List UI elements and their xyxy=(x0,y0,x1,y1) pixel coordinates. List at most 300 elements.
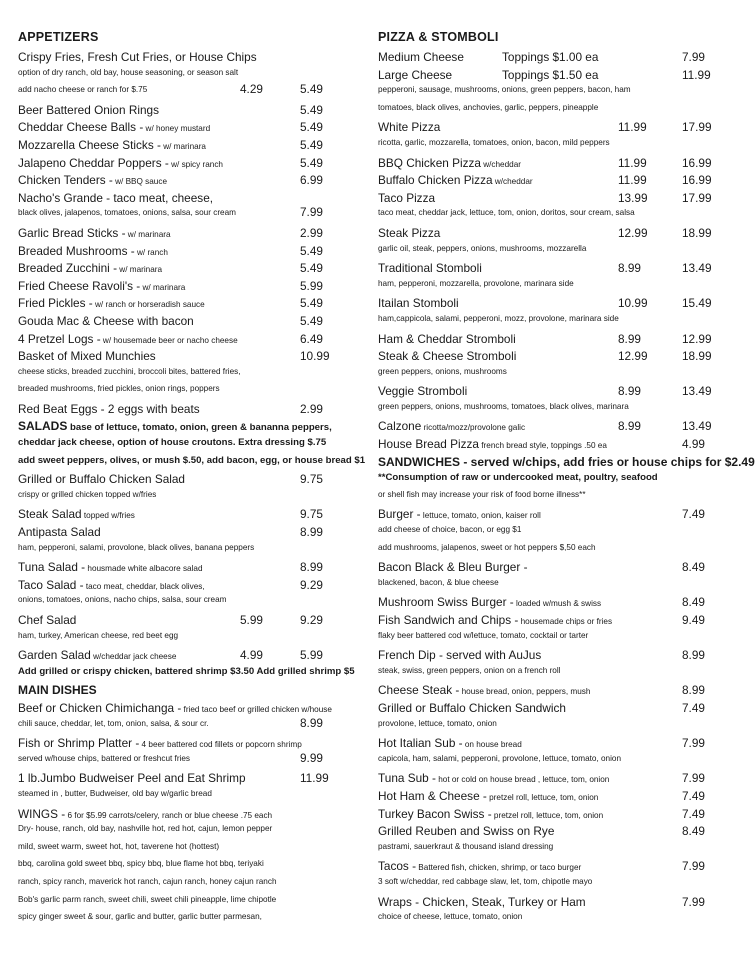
price: 7.49 xyxy=(682,700,705,715)
item-detail: pretzel roll, lettuce, tom, onion xyxy=(486,792,599,802)
item-name xyxy=(378,560,528,574)
item-name xyxy=(378,279,574,288)
item-name xyxy=(18,244,168,258)
item-detail: w/ honey mustard xyxy=(143,124,211,134)
item-description-bob-s-garlic-parm-ranch-sweet-chili-swee xyxy=(18,895,348,913)
menu-item-bacon-black-bleu-burger xyxy=(378,560,714,578)
item-name xyxy=(18,367,241,376)
item-description-green-peppers-onions-mushrooms-tomatoes- xyxy=(378,402,714,420)
item-label: Medium Cheese xyxy=(378,50,464,64)
price: 13.49 xyxy=(682,419,712,434)
item-detail: w/ marinara xyxy=(117,265,163,275)
item-name xyxy=(378,437,607,451)
item-detail: hot or cold on house bread , lettuce, tom, onion xyxy=(435,775,610,785)
menu-item-jalapeno-cheddar-poppers xyxy=(18,156,348,174)
item-name xyxy=(378,120,440,134)
menu-item-breaded-mushrooms xyxy=(18,244,348,262)
item-name xyxy=(378,384,467,398)
menu-item-basket-of-mixed-munchies xyxy=(18,349,348,367)
item-description-dry-house-ranch-old-bay-nashville-hot-re xyxy=(18,824,348,842)
item-detail: 6 for $5.99 carrots/celery, ranch or blue cheese .75 each xyxy=(65,810,273,820)
price: 18.99 xyxy=(682,349,712,364)
item-detail: ricotta/mozz/provolone galic xyxy=(421,423,526,433)
item-description-crispy-or-grilled-chicken-topped-w-fries xyxy=(18,490,348,508)
item-label: Fish or Shrimp Platter - xyxy=(18,736,140,751)
item-label: Beef or Chicken Chimichanga - xyxy=(18,700,182,715)
item-label: add nacho cheese or ranch for $.75 xyxy=(18,85,148,95)
price: 7.99 xyxy=(682,859,705,874)
price: 6.99 xyxy=(300,173,323,188)
menu-column-right xyxy=(378,30,755,930)
item-label: Bob's garlic parm ranch, sweet chili, sweet chili pineapple, lime chipotle xyxy=(18,894,277,904)
price-small: 5.99 xyxy=(240,613,263,627)
item-label: SANDWICHES - served w/chips, add fries or house chips for $2.49 xyxy=(378,454,755,469)
toppings-price: Toppings $1.00 ea xyxy=(502,50,599,64)
toppings-price: Toppings $1.50 ea xyxy=(502,67,599,82)
price: 8.49 xyxy=(682,824,705,839)
price: 5.49 xyxy=(300,155,323,170)
item-label: Hot Ham & Cheese - xyxy=(378,788,487,803)
item-label: Taco Pizza xyxy=(378,190,436,205)
item-label: bbq, carolina gold sweet bbq, spicy bbq, blue flame hot bbq, teriyaki xyxy=(18,859,264,869)
price: 9.75 xyxy=(300,507,323,522)
section-title-pizza-stomboli xyxy=(378,30,714,50)
item-name xyxy=(378,912,522,921)
price: 17.99 xyxy=(682,190,712,205)
item-label: Steak & Cheese Stromboli xyxy=(378,349,517,364)
item-label: Fried Cheese Ravoli's - xyxy=(18,278,141,293)
menu-item-cheese-steak xyxy=(378,683,714,701)
item-label: Fried Pickles - xyxy=(18,296,93,311)
price: 5.49 xyxy=(300,82,323,97)
item-description-green-peppers-onions-mushrooms xyxy=(378,367,714,385)
item-name xyxy=(18,842,219,851)
item-name xyxy=(378,314,619,323)
price: 9.29 xyxy=(300,613,323,627)
menu-item-tuna-salad xyxy=(18,560,348,578)
item-name xyxy=(18,507,135,521)
item-label: or shell fish may increase your risk of food borne illness** xyxy=(378,489,586,499)
item-detail: w/cheddar xyxy=(480,159,521,169)
menu-item-mushroom-swiss-burger xyxy=(378,595,714,613)
price: 13.49 xyxy=(682,384,712,399)
item-label: Crispy Fries, Fresh Cut Fries, or House Chips xyxy=(18,50,257,64)
item-label: Chef Salad xyxy=(18,613,77,627)
menu-item-red-beat-eggs-2-eggs-with-beats xyxy=(18,402,348,420)
item-label: Grilled or Buffalo Chicken Sandwich xyxy=(378,700,566,715)
item-name xyxy=(378,807,603,821)
price: 5.49 xyxy=(300,120,323,135)
price: 18.99 xyxy=(682,225,712,240)
item-label: Grilled or Buffalo Chicken Salad xyxy=(18,472,185,487)
item-name xyxy=(378,543,596,552)
item-label: steamed in , butter, Budweiser, old bay w/garlic bread xyxy=(18,788,212,798)
item-name xyxy=(378,754,621,763)
item-detail: 4 beer battered cod fillets or popcorn shrimp xyxy=(139,740,302,750)
item-label: Mozzarella Cheese Sticks - xyxy=(18,137,161,152)
item-label: Breaded Mushrooms - xyxy=(18,243,135,258)
menu-item-mozzarella-cheese-sticks xyxy=(18,138,348,156)
item-name xyxy=(378,701,566,715)
price: 5.99 xyxy=(300,648,323,663)
menu-item-medium-cheese xyxy=(378,50,714,68)
item-name xyxy=(378,208,635,217)
item-label: Tacos - xyxy=(378,859,417,874)
item-name xyxy=(378,631,588,640)
menu-item-gouda-mac-cheese-with-bacon xyxy=(18,314,348,332)
item-label: green peppers, onions, mushrooms, tomatoes, black olives, marinara xyxy=(378,401,629,411)
item-description-steak-swiss-green-peppers-onion-on-a-fre xyxy=(378,666,714,684)
item-name xyxy=(18,754,190,763)
item-name xyxy=(18,648,176,662)
item-label: Nacho's Grande - taco meat, cheese, xyxy=(18,190,214,205)
section-heading-salads xyxy=(18,419,348,437)
item-label: ham, turkey, American cheese, red beet egg xyxy=(18,630,179,640)
item-label: Traditional Stomboli xyxy=(378,261,482,276)
item-label: Garlic Bread Sticks - xyxy=(18,225,126,240)
item-label: ham,cappicola, salami, pepperoni, mozz, provolone, marinara side xyxy=(378,313,619,323)
price: 8.99 xyxy=(300,715,323,730)
item-name xyxy=(378,789,598,803)
item-label: blackened, bacon, & blue cheese xyxy=(378,577,499,587)
item-name xyxy=(378,226,440,240)
menu-item-burger xyxy=(378,507,714,525)
item-detail: topped w/fries xyxy=(81,511,135,521)
price: 5.49 xyxy=(300,102,323,117)
item-name xyxy=(18,736,302,750)
price: 16.99 xyxy=(682,173,712,188)
price: 7.49 xyxy=(682,806,705,821)
item-name xyxy=(18,824,272,833)
menu-item-calzone xyxy=(378,419,714,437)
item-label: **Consumption of raw or undercooked meat, poultry, seafood xyxy=(378,472,658,484)
item-label: add cheese of choice, bacon, or egg $1 xyxy=(378,525,522,535)
price: 5.49 xyxy=(300,137,323,152)
item-label: WINGS - xyxy=(18,806,66,821)
menu-item-steak-salad xyxy=(18,507,348,525)
price: 5.49 xyxy=(300,243,323,258)
item-name xyxy=(378,490,586,499)
item-label: PIZZA & STOMBOLI xyxy=(378,30,499,44)
price: 10.99 xyxy=(300,349,330,364)
price: 7.99 xyxy=(682,50,705,64)
menu-item-white-pizza xyxy=(378,120,714,138)
price: 16.99 xyxy=(682,155,712,170)
item-description-pastrami-sauerkraut-thousand-island-dres xyxy=(378,842,714,860)
item-description-ham-cappicola-salami-pepperoni-mozz-prov xyxy=(378,314,714,332)
price-small: 11.99 xyxy=(618,173,647,188)
menu-item-taco-salad xyxy=(18,578,348,596)
price: 7.49 xyxy=(682,788,705,803)
item-name xyxy=(18,138,206,152)
item-detail: house bread, onion, peppers, mush xyxy=(459,687,591,697)
item-label: add sweet peppers, olives, or mush $.50, add bacon, egg, or house bread $1 xyxy=(18,454,366,466)
item-name xyxy=(378,595,601,609)
item-name xyxy=(18,455,365,466)
item-name xyxy=(378,50,464,64)
item-label: ham, pepperoni, salami, provolone, black olives, banana peppers xyxy=(18,542,255,552)
item-name xyxy=(378,859,581,873)
item-label: Red Beat Eggs - 2 eggs with beats xyxy=(18,401,200,416)
item-name xyxy=(18,771,246,785)
item-label: Garden Salad xyxy=(18,648,91,663)
menu-item-traditional-stomboli xyxy=(378,261,714,279)
item-label: pepperoni, sausage, mushrooms, onions, green peppers, bacon, ham xyxy=(378,85,631,95)
item-label: Jalapeno Cheddar Poppers - xyxy=(18,155,169,170)
item-detail: w/ housemade beer or nacho cheese xyxy=(100,335,238,345)
item-name xyxy=(18,543,254,552)
item-name xyxy=(378,367,507,376)
item-label: Tuna Salad - xyxy=(18,560,86,575)
item-description-ham-pepperoni-salami-provolone-black-oli xyxy=(18,543,348,561)
item-label: Chicken Tenders - xyxy=(18,173,113,188)
item-description-tomatoes-black-olives-anchovies-garlic-p xyxy=(378,103,714,121)
item-label: provolone, lettuce, tomato, onion xyxy=(378,718,497,728)
item-label: French Dip - served with AuJus xyxy=(378,648,542,663)
item-detail: on house bread xyxy=(462,740,522,750)
item-label: flaky beer battered cod w/lettuce, tomato, cocktail or tarter xyxy=(378,630,589,640)
item-label: 3 soft w/cheddar, red cabbage slaw, let, tom, chipotle mayo xyxy=(378,876,593,886)
item-name xyxy=(378,138,610,147)
item-name xyxy=(378,719,497,728)
item-name xyxy=(378,85,631,94)
price-small: 11.99 xyxy=(618,155,647,170)
item-name xyxy=(18,719,209,728)
item-detail: fried taco beef or grilled chicken w/house xyxy=(181,704,332,714)
menu-item-grilled-reuben-and-swiss-on-rye xyxy=(378,824,714,842)
item-label: ham, pepperoni, mozzarella, provolone, marinara side xyxy=(378,278,574,288)
item-name xyxy=(18,895,276,904)
item-name xyxy=(378,455,755,469)
item-name xyxy=(18,226,171,240)
menu-item-veggie-stromboli xyxy=(378,384,714,402)
item-description-option-of-dry-ranch-old-bay-house-season xyxy=(18,68,348,86)
menu-item-steak-pizza xyxy=(378,226,714,244)
price: 8.49 xyxy=(682,560,705,575)
item-name xyxy=(18,437,326,448)
item-name xyxy=(18,279,185,293)
price-small: 10.99 xyxy=(618,296,648,311)
item-label: Buffalo Chicken Pizza xyxy=(378,173,493,188)
item-detail: loaded w/mush & swiss xyxy=(513,599,602,609)
item-name xyxy=(18,314,194,328)
item-label: cheese sticks, breaded zucchini, broccoli bites, battered fries, xyxy=(18,366,241,376)
price: 15.49 xyxy=(682,296,712,311)
item-description-mild-sweet-warm-sweet-hot-hot-taverene-h xyxy=(18,842,348,860)
item-label: SALADS xyxy=(18,419,68,434)
menu-item-grilled-or-buffalo-chicken-sandwich xyxy=(378,701,714,719)
item-name xyxy=(378,419,525,433)
price-small: 12.99 xyxy=(618,349,648,364)
menu-item-chef-salad xyxy=(18,613,348,631)
item-name xyxy=(378,648,541,662)
item-name xyxy=(378,332,516,346)
menu-item-1-lb-jumbo-budweiser-peel-and-eat-shrimp xyxy=(18,771,348,789)
item-name xyxy=(378,244,586,253)
menu-item-fish-sandwich-and-chips xyxy=(378,613,714,631)
price: 9.29 xyxy=(300,577,323,592)
item-label: Cheddar Cheese Balls - xyxy=(18,120,144,135)
item-description-3-soft-w-cheddar-red-cabbage-slaw-let-to xyxy=(378,877,714,895)
item-detail: w/cheddar xyxy=(492,177,533,187)
item-description-flaky-beer-battered-cod-w-lettuce-tomato xyxy=(378,631,714,649)
item-description-onions-tomatoes-onions-nacho-chips-salsa xyxy=(18,595,348,613)
item-name xyxy=(18,156,223,170)
item-label: Calzone xyxy=(378,419,422,434)
item-detail: w/ ranch or horseradish sauce xyxy=(92,300,205,310)
item-name xyxy=(378,296,459,310)
item-label: choice of cheese, lettuce, tomato, onion xyxy=(378,912,523,922)
item-description-ranch-spicy-ranch-maverick-hot-ranch-caj xyxy=(18,877,348,895)
item-name xyxy=(378,736,522,750)
section-note-consumption-of-raw-or-undercooked-meat-p xyxy=(378,472,714,490)
menu-item-nacho-s-grande-taco-meat-cheese xyxy=(18,191,348,209)
item-description-black-olives-jalapenos-tomatoes-onions-s xyxy=(18,205,348,226)
item-name xyxy=(18,50,257,64)
item-description-add-nacho-cheese-or-ranch-for-75 xyxy=(18,82,348,103)
price-small: 4.99 xyxy=(240,648,263,663)
price: 2.99 xyxy=(300,225,323,240)
menu-item-french-dip-served-with-aujus xyxy=(378,648,714,666)
item-detail: w/ marinara xyxy=(125,229,171,239)
menu-item-taco-pizza xyxy=(378,191,714,209)
menu-item-buffalo-chicken-pizza xyxy=(378,173,714,191)
item-name xyxy=(378,507,541,521)
item-label: tomatoes, black olives, anchovies, garlic, peppers, pineapple xyxy=(378,102,599,112)
item-name xyxy=(378,824,554,838)
item-name xyxy=(18,807,272,821)
item-name xyxy=(378,842,553,851)
item-label: Add grilled or crispy chicken, battered shrimp $3.50 Add grilled shrimp $5 xyxy=(18,665,355,677)
price: 8.49 xyxy=(682,595,705,610)
item-description-chili-sauce-cheddar-let-tom-onion-salsa- xyxy=(18,715,348,737)
item-label: Bacon Black & Bleu Burger - xyxy=(378,560,528,575)
menu-item-hot-italian-sub xyxy=(378,736,714,754)
menu-item-tacos xyxy=(378,859,714,877)
item-label: green peppers, onions, mushrooms xyxy=(378,366,507,376)
item-detail: base of lettuce, tomato, onion, green & bananna peppers, xyxy=(67,422,332,434)
menu-item-wings xyxy=(18,807,348,825)
menu-column-left xyxy=(18,30,366,930)
item-name xyxy=(18,490,156,499)
menu-item-large-cheese xyxy=(378,68,714,86)
item-label: option of dry ranch, old bay, house seasoning, or season salt xyxy=(18,67,239,77)
item-label: Dry- house, ranch, old bay, nashville hot, red hot, cajun, lemon pepper xyxy=(18,824,273,834)
item-detail: w/ marinara xyxy=(140,282,186,292)
item-label: Tuna Sub - xyxy=(378,771,436,786)
price: 12.99 xyxy=(682,331,712,346)
item-label: Mushroom Swiss Burger - xyxy=(378,595,514,610)
item-name xyxy=(18,525,101,539)
item-label: BBQ Chicken Pizza xyxy=(378,155,481,170)
item-name xyxy=(378,261,482,275)
item-detail: housemade chips or fries xyxy=(518,617,613,626)
item-detail: Battered fish, chicken, shrimp, or taco burger xyxy=(416,863,582,873)
menu-item-beef-or-chicken-chimichanga xyxy=(18,701,348,719)
item-label: Grilled Reuben and Swiss on Rye xyxy=(378,824,555,839)
section-note-add-grilled-or-crispy-chicken-battered-s xyxy=(18,665,355,684)
menu-item-fried-cheese-ravoli-s xyxy=(18,279,348,297)
item-label: Ham & Cheddar Stromboli xyxy=(378,331,516,346)
item-name xyxy=(18,296,205,310)
item-label: pastrami, sauerkraut & thousand island dressing xyxy=(378,841,554,851)
item-name xyxy=(18,103,159,117)
item-label: Veggie Stromboli xyxy=(378,384,468,399)
price: 11.99 xyxy=(682,67,711,82)
item-description-provolone-lettuce-tomato-onion xyxy=(378,719,714,737)
item-name xyxy=(18,191,213,205)
item-label: spicy ginger sweet & sour, garlic and butter, garlic butter parmesan, xyxy=(18,912,262,922)
item-name xyxy=(378,525,521,534)
item-name xyxy=(18,578,205,592)
item-name xyxy=(378,895,586,909)
item-name xyxy=(18,631,178,640)
price-small: 11.99 xyxy=(618,120,647,135)
menu-item-chicken-tenders xyxy=(18,173,348,191)
item-name xyxy=(18,701,332,715)
menu-item-garlic-bread-sticks xyxy=(18,226,348,244)
price: 5.49 xyxy=(300,296,323,311)
item-label: breaded mushrooms, fried pickles, onion rings, poppers xyxy=(18,384,220,394)
section-note-cheddar-jack-cheese-option-of-house-crou xyxy=(18,437,348,455)
item-detail: w/ marinara xyxy=(160,141,206,151)
item-name xyxy=(18,877,277,886)
section-heading-sandwiches-served-w-chips-add-fries-or-h xyxy=(378,454,755,473)
price: 5.99 xyxy=(300,278,323,293)
item-description-ricotta-garlic-mozzarella-tomatoes-onion xyxy=(378,138,714,156)
item-label: Basket of Mixed Munchies xyxy=(18,349,156,364)
item-name xyxy=(18,683,97,697)
item-description-add-mushrooms-jalapenos-sweet-or-hot-pep xyxy=(378,543,714,561)
item-name xyxy=(18,789,212,798)
menu-item-garden-salad xyxy=(18,648,348,666)
item-name xyxy=(378,472,658,483)
price: 9.49 xyxy=(682,613,705,627)
menu-item-cheddar-cheese-balls xyxy=(18,120,348,138)
item-label: Taco Salad - xyxy=(18,577,84,592)
item-label: steak, swiss, green peppers, onion on a french roll xyxy=(378,665,561,675)
menu-item-turkey-bacon-swiss xyxy=(378,807,714,825)
item-detail: taco meat, cheddar, black olives, xyxy=(83,581,205,591)
item-name xyxy=(378,173,533,187)
item-description-taco-meat-cheddar-jack-lettuce-tom-onion xyxy=(378,208,714,226)
item-label: Fish Sandwich and Chips - xyxy=(378,613,519,627)
item-name xyxy=(378,402,629,411)
item-label: Breaded Zucchini - xyxy=(18,261,118,276)
item-description-ham-pepperoni-mozzarella-provolone-marin xyxy=(378,279,714,297)
item-description-blackened-bacon-blue-cheese xyxy=(378,578,714,596)
price: 7.49 xyxy=(682,507,705,522)
item-label: Wraps - Chicken, Steak, Turkey or Ham xyxy=(378,894,586,909)
item-description-garlic-oil-steak-peppers-onions-mushroom xyxy=(378,244,714,262)
menu-item-grilled-or-buffalo-chicken-salad xyxy=(18,472,348,490)
item-label: mild, sweet warm, sweet hot, hot, taverene hot (hottest) xyxy=(18,841,220,851)
price: 2.99 xyxy=(300,401,323,416)
item-name xyxy=(378,156,521,170)
menu-item-hot-ham-cheese xyxy=(378,789,714,807)
price: 9.99 xyxy=(300,750,323,765)
item-name xyxy=(18,595,226,604)
price: 6.49 xyxy=(300,331,323,346)
item-detail: w/cheddar jack cheese xyxy=(90,652,177,662)
item-name xyxy=(18,912,262,921)
item-name xyxy=(18,402,200,416)
menu-item-fried-pickles xyxy=(18,296,348,314)
item-name xyxy=(18,859,264,868)
menu-item-4-pretzel-logs xyxy=(18,332,348,350)
item-name xyxy=(378,666,561,675)
item-label: Large Cheese xyxy=(378,67,453,82)
